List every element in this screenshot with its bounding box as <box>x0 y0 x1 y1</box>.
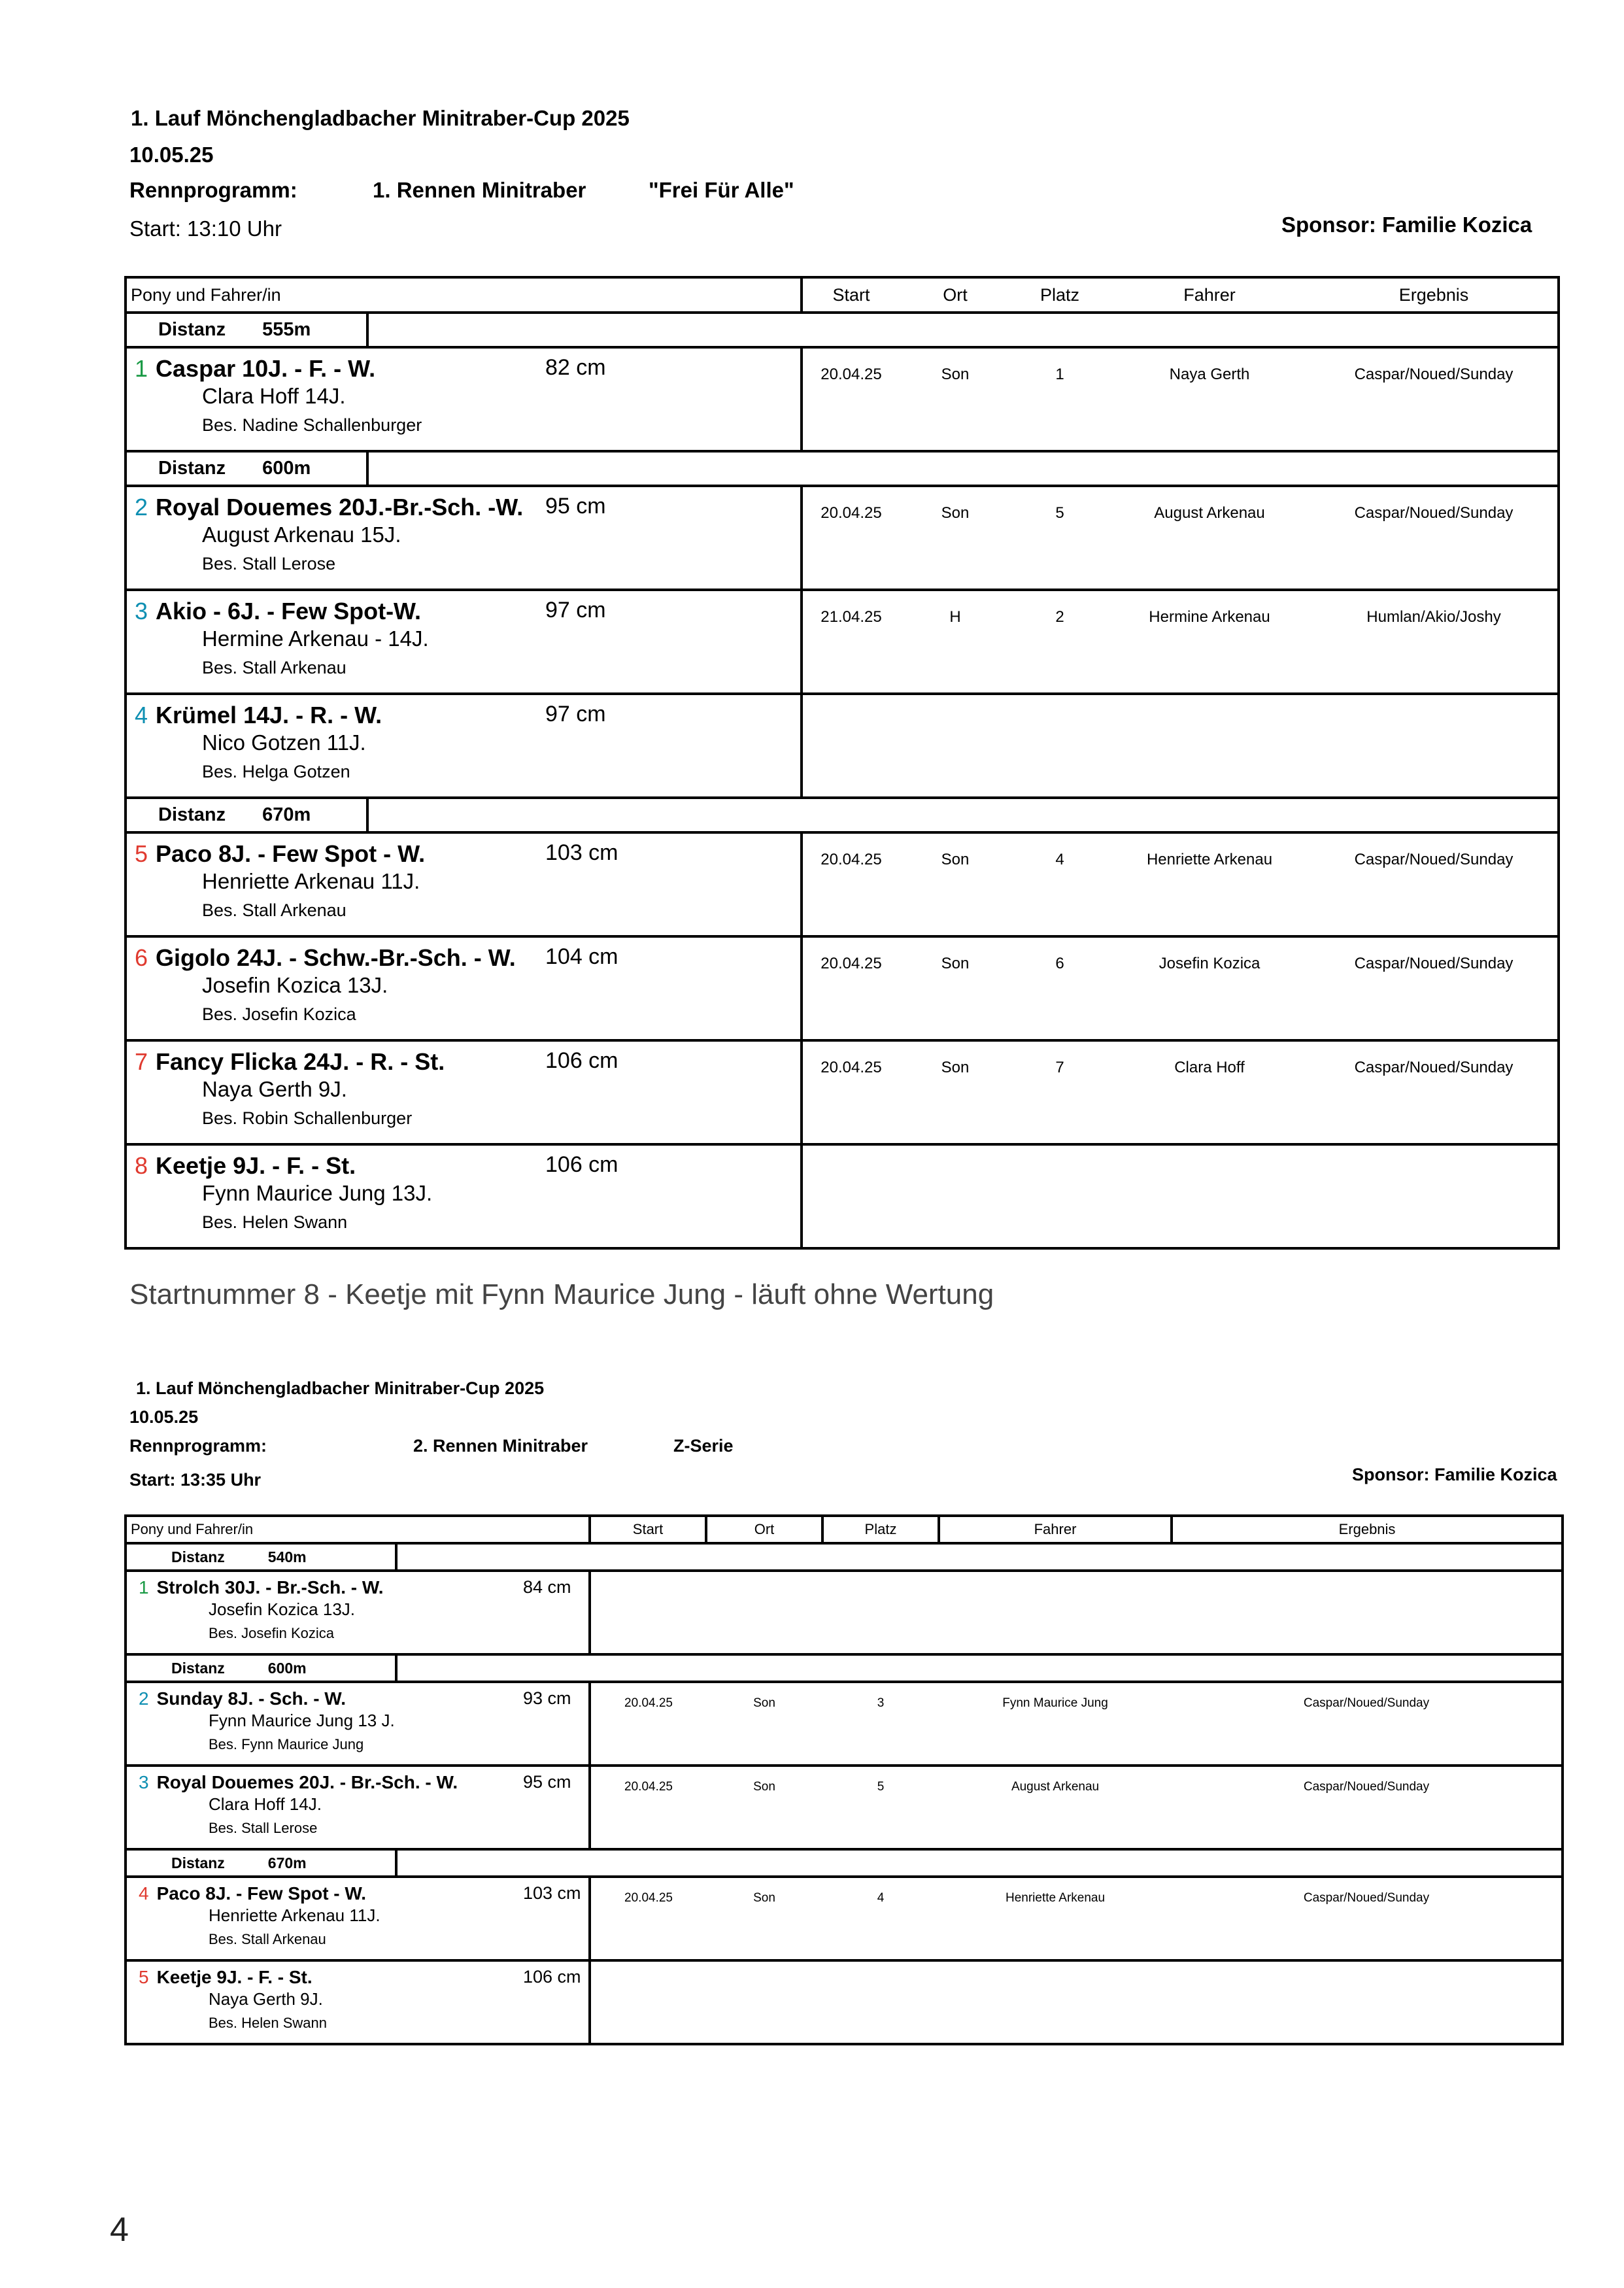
result-start: 20.04.25 <box>802 347 900 451</box>
distance-row <box>126 1654 1563 1682</box>
table-row <box>126 1040 1559 1144</box>
table-row <box>126 1571 1563 1654</box>
race2-start-time: Start: 13:35 Uhr <box>129 1470 262 1490</box>
result-platz: 3 <box>822 1682 939 1766</box>
result-platz: 2 <box>1011 590 1109 694</box>
result-start: 20.04.25 <box>590 1682 706 1766</box>
driver-name: Nico Gotzen 11J. <box>202 730 366 755</box>
driver-name: August Arkenau 15J. <box>202 522 401 547</box>
driver-name: Naya Gerth 9J. <box>209 1989 323 2009</box>
table-row <box>126 1144 1559 1248</box>
result-platz: 6 <box>1011 936 1109 1040</box>
distance-label: Distanz <box>171 1548 225 1565</box>
pony-name: 5 Paco 8J. - Few Spot - W. <box>135 840 426 867</box>
table-row <box>126 1766 1563 1849</box>
result-fahrer <box>1109 1144 1310 1248</box>
distance-row <box>126 313 1559 347</box>
race2-race-name: 2. Rennen Minitraber <box>413 1436 588 1456</box>
driver-name: Clara Hoff 14J. <box>209 1794 322 1814</box>
distance-label: Distanz <box>171 1659 225 1677</box>
owner-name: Bes. Helga Gotzen <box>202 762 350 781</box>
pony-size: 97 cm <box>545 598 606 623</box>
pony-size: 106 cm <box>545 1152 618 1177</box>
result-start: 20.04.25 <box>802 936 900 1040</box>
owner-name: Bes. Stall Arkenau <box>202 658 347 677</box>
column-header-fahrer: Fahrer <box>939 1516 1172 1543</box>
distance-value: 600m <box>262 458 311 479</box>
result-ort: Son <box>900 486 1011 590</box>
result-ort: Son <box>900 936 1011 1040</box>
result-fahrer <box>939 1960 1172 2044</box>
result-ergebnis: Caspar/Noued/Sunday <box>1310 347 1559 451</box>
result-ort: Son <box>706 1766 822 1849</box>
table-row <box>126 694 1559 798</box>
distance-label: Distanz <box>158 319 226 340</box>
pony-name: 8 Keetje 9J. - F. - St. <box>135 1152 356 1179</box>
result-start: 20.04.25 <box>802 1040 900 1144</box>
owner-name: Bes. Fynn Maurice Jung <box>209 1736 364 1752</box>
column-header-ergebnis: Ergebnis <box>1172 1516 1563 1543</box>
start-number: 7 <box>135 1048 148 1075</box>
pony-size: 95 cm <box>523 1772 571 1792</box>
result-ergebnis: Caspar/Noued/Sunday <box>1172 1766 1563 1849</box>
pony-size: 97 cm <box>545 702 606 726</box>
start-number: 8 <box>135 1152 148 1179</box>
result-fahrer: Henriette Arkenau <box>1109 832 1310 936</box>
driver-name: Henriette Arkenau 11J. <box>202 869 420 893</box>
pony-name: 7 Fancy Flicka 24J. - R. - St. <box>135 1048 445 1075</box>
pony-size: 93 cm <box>523 1688 571 1708</box>
race1-sponsor: Sponsor: Familie Kozica <box>1281 213 1532 237</box>
distance-row <box>126 798 1559 832</box>
column-header-start: Start <box>802 277 900 313</box>
distance-row <box>126 1849 1563 1877</box>
result-ort <box>706 1960 822 2044</box>
result-start: 20.04.25 <box>590 1766 706 1849</box>
table-row <box>126 590 1559 694</box>
table-header-row <box>126 277 1559 313</box>
pony-name: 2 Royal Douemes 20J.-Br.-Sch. -W. <box>135 494 524 521</box>
column-header-fahrer: Fahrer <box>1183 284 1236 305</box>
table-header-row <box>126 1516 1563 1543</box>
pony-name: 3 Akio - 6J. - Few Spot-W. <box>135 598 422 624</box>
pony-name: 1 Strolch 30J. - Br.-Sch. - W. <box>139 1577 384 1597</box>
result-start: 20.04.25 <box>802 486 900 590</box>
owner-name: Bes. Nadine Schallenburger <box>202 415 422 435</box>
start-number: 4 <box>135 702 148 728</box>
table-row <box>126 832 1559 936</box>
result-ort: Son <box>706 1682 822 1766</box>
start-number: 3 <box>139 1772 149 1792</box>
owner-name: Bes. Stall Lerose <box>202 554 336 573</box>
result-start: 20.04.25 <box>590 1877 706 1960</box>
table-row <box>126 1682 1563 1766</box>
result-fahrer <box>939 1571 1172 1654</box>
result-platz <box>1011 1144 1109 1248</box>
pony-name: 6 Gigolo 24J. - Schw.-Br.-Sch. - W. <box>135 944 516 971</box>
driver-name: Fynn Maurice Jung 13J. <box>202 1181 433 1205</box>
pony-size: 106 cm <box>523 1967 581 1987</box>
driver-name: Josefin Kozica 13J. <box>202 973 388 997</box>
result-ort: Son <box>900 832 1011 936</box>
result-ort: Son <box>706 1877 822 1960</box>
result-ort <box>900 1144 1011 1248</box>
result-platz: 4 <box>1011 832 1109 936</box>
race2-date: 10.05.25 <box>129 1407 199 1427</box>
start-number: 5 <box>139 1967 149 1987</box>
column-header-platz: Platz <box>822 1516 939 1543</box>
result-ergebnis: Caspar/Noued/Sunday <box>1172 1877 1563 1960</box>
distance-label: Distanz <box>158 804 226 825</box>
race2-cup-title: 1. Lauf Mönchengladbacher Minitraber-Cup 2025 <box>136 1378 545 1398</box>
owner-name: Bes. Stall Lerose <box>209 1820 318 1836</box>
race1-date: 10.05.25 <box>129 143 214 167</box>
result-ergebnis <box>1172 1571 1563 1654</box>
result-ergebnis: Caspar/Noued/Sunday <box>1310 1040 1559 1144</box>
result-fahrer: August Arkenau <box>1109 486 1310 590</box>
driver-name: Clara Hoff 14J. <box>202 384 346 408</box>
driver-name: Hermine Arkenau - 14J. <box>202 626 429 651</box>
pony-name: 4 Paco 8J. - Few Spot - W. <box>139 1883 367 1904</box>
owner-name: Bes. Robin Schallenburger <box>202 1108 413 1128</box>
column-header-platz: Platz <box>1040 284 1080 305</box>
pony-name: 1 Caspar 10J. - F. - W. <box>135 355 376 382</box>
start-number: 5 <box>135 840 148 867</box>
result-platz: 5 <box>1011 486 1109 590</box>
column-header-ort: Ort <box>706 1516 822 1543</box>
result-platz: 4 <box>822 1877 939 1960</box>
pony-name: 3 Royal Douemes 20J. - Br.-Sch. - W. <box>139 1772 458 1792</box>
result-ergebnis: Caspar/Noued/Sunday <box>1310 936 1559 1040</box>
pony-size: 95 cm <box>545 494 606 519</box>
result-ergebnis <box>1172 1960 1563 2044</box>
result-platz <box>1011 694 1109 798</box>
result-fahrer <box>1109 694 1310 798</box>
column-header-ergebnis: Ergebnis <box>1398 284 1469 305</box>
table-row <box>126 486 1559 590</box>
race1-race-extra: "Frei Für Alle" <box>649 178 794 202</box>
start-number: 1 <box>139 1577 149 1597</box>
table-row <box>126 347 1559 451</box>
distance-value: 555m <box>262 319 311 340</box>
start-number: 6 <box>135 944 148 971</box>
owner-name: Bes. Helen Swann <box>209 2015 327 2031</box>
distance-value: 540m <box>267 1548 307 1565</box>
result-ort: Son <box>900 1040 1011 1144</box>
result-ort: H <box>900 590 1011 694</box>
driver-name: Fynn Maurice Jung 13 J. <box>209 1711 395 1730</box>
distance-row <box>126 451 1559 486</box>
column-header-pony: Pony und Fahrer/in <box>131 1521 254 1537</box>
result-fahrer: Henriette Arkenau <box>939 1877 1172 1960</box>
result-platz: 1 <box>1011 347 1109 451</box>
column-header-pony: Pony und Fahrer/in <box>131 284 281 305</box>
pony-size: 84 cm <box>523 1577 571 1597</box>
result-fahrer: Hermine Arkenau <box>1109 590 1310 694</box>
pony-name: 5 Keetje 9J. - F. - St. <box>139 1967 313 1987</box>
distance-value: 600m <box>267 1659 307 1677</box>
result-fahrer: Fynn Maurice Jung <box>939 1682 1172 1766</box>
result-platz <box>822 1571 939 1654</box>
result-ort: Son <box>900 347 1011 451</box>
race2-program-label: Rennprogramm: <box>129 1436 267 1456</box>
race1-cup-title: 1. Lauf Mönchengladbacher Minitraber-Cup 2025 <box>131 106 630 130</box>
owner-name: Bes. Josefin Kozica <box>209 1625 334 1641</box>
pony-name: 4 Krümel 14J. - R. - W. <box>135 702 382 728</box>
column-header-ort: Ort <box>943 284 968 305</box>
result-ort <box>706 1571 822 1654</box>
pony-name: 2 Sunday 8J. - Sch. - W. <box>139 1688 346 1709</box>
result-fahrer: Josefin Kozica <box>1109 936 1310 1040</box>
pony-size: 103 cm <box>545 840 618 865</box>
start-number: 4 <box>139 1883 149 1904</box>
result-fahrer: Clara Hoff <box>1109 1040 1310 1144</box>
result-ergebnis: Humlan/Akio/Joshy <box>1310 590 1559 694</box>
result-platz: 5 <box>822 1766 939 1849</box>
start-number: 2 <box>135 494 148 521</box>
start-number: 3 <box>135 598 148 624</box>
pony-size: 106 cm <box>545 1048 618 1073</box>
result-platz: 7 <box>1011 1040 1109 1144</box>
table-row <box>126 1877 1563 1960</box>
driver-name: Henriette Arkenau 11J. <box>209 1905 381 1925</box>
result-ergebnis: Caspar/Noued/Sunday <box>1310 486 1559 590</box>
race1-start-time: Start: 13:10 Uhr <box>129 216 282 241</box>
owner-name: Bes. Josefin Kozica <box>202 1004 356 1024</box>
result-start: 21.04.25 <box>802 590 900 694</box>
race2-table <box>124 1514 1564 2045</box>
page-number: 4 <box>110 2211 129 2249</box>
result-platz <box>822 1960 939 2044</box>
driver-name: Josefin Kozica 13J. <box>209 1599 356 1619</box>
result-start: 20.04.25 <box>802 832 900 936</box>
result-ergebnis: Caspar/Noued/Sunday <box>1172 1682 1563 1766</box>
distance-row <box>126 1543 1563 1571</box>
race2-sponsor: Sponsor: Familie Kozica <box>1352 1465 1557 1484</box>
owner-name: Bes. Stall Arkenau <box>202 900 347 920</box>
result-ergebnis <box>1310 1144 1559 1248</box>
driver-name: Naya Gerth 9J. <box>202 1077 347 1101</box>
result-fahrer: August Arkenau <box>939 1766 1172 1849</box>
result-ort <box>900 694 1011 798</box>
race1-race-name: 1. Rennen Minitraber <box>373 178 586 202</box>
column-header-start: Start <box>590 1516 706 1543</box>
table-row <box>126 1960 1563 2044</box>
owner-name: Bes. Helen Swann <box>202 1212 348 1232</box>
distance-value: 670m <box>267 1854 307 1871</box>
result-ergebnis: Caspar/Noued/Sunday <box>1310 832 1559 936</box>
result-ergebnis <box>1310 694 1559 798</box>
table-row <box>126 936 1559 1040</box>
pony-size: 82 cm <box>545 355 606 380</box>
race1-program-label: Rennprogramm: <box>129 178 297 202</box>
pony-size: 104 cm <box>545 944 618 969</box>
start-number: 1 <box>135 355 148 382</box>
result-fahrer: Naya Gerth <box>1109 347 1310 451</box>
race1-table <box>124 276 1560 1250</box>
race1-note: Startnummer 8 - Keetje mit Fynn Maurice Jung - läuft ohne Wertung <box>129 1278 994 1310</box>
distance-label: Distanz <box>158 458 226 479</box>
owner-name: Bes. Stall Arkenau <box>209 1931 326 1947</box>
start-number: 2 <box>139 1688 149 1709</box>
distance-value: 670m <box>262 804 311 825</box>
race2-race-extra: Z-Serie <box>673 1436 734 1456</box>
distance-label: Distanz <box>171 1854 225 1871</box>
pony-size: 103 cm <box>523 1883 581 1903</box>
